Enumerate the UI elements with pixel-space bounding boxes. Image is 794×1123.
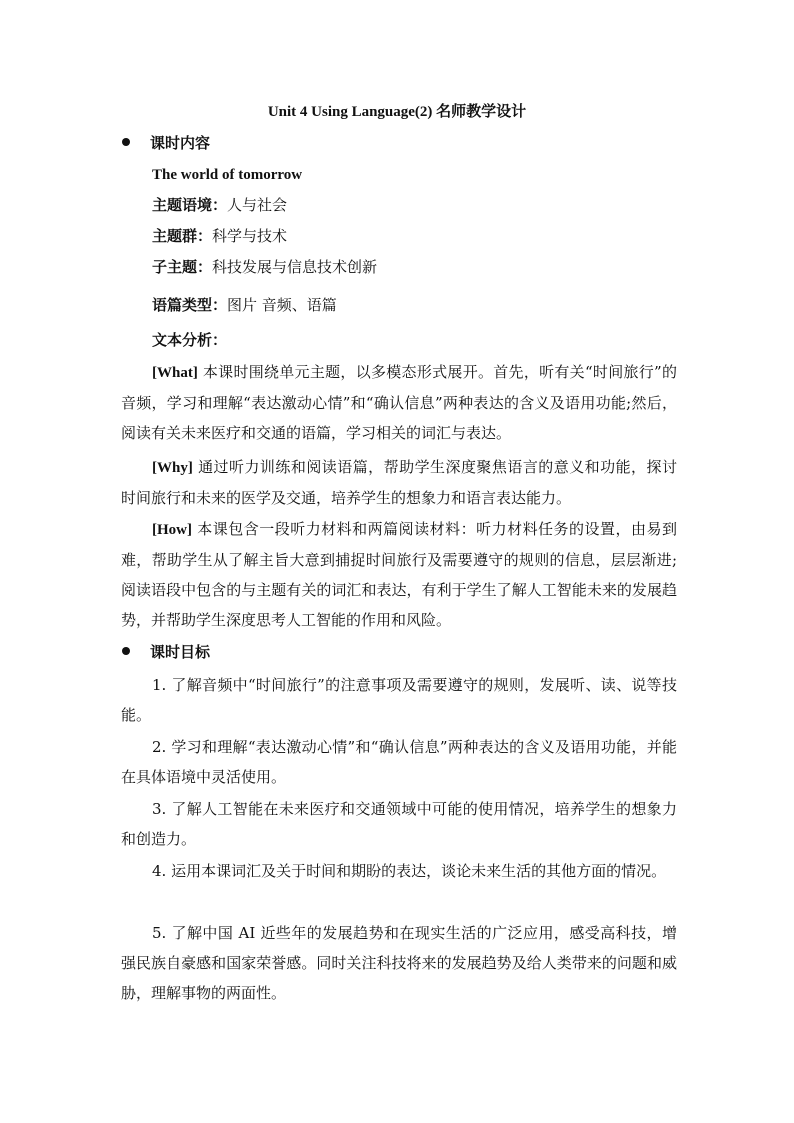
goal-item: 3. 了解人工智能在未来医疗和交通领域中可能的使用情况，培养学生的想象力和创造力。 (121, 800, 677, 848)
why-paragraph (121, 452, 677, 513)
discourse-type-value: 图片 音频、语篇 (227, 296, 337, 314)
theme-group (152, 226, 287, 246)
text-analysis-label: 文本分析： (152, 331, 228, 349)
bullet-icon (122, 647, 130, 655)
goal-item: 4. 运用本课词汇及关于时间和期盼的表达，谈论未来生活的其他方面的情况。 (152, 862, 667, 880)
theme-context-value: 人与社会 (227, 196, 288, 214)
goal-item: 1. 了解音频中“时间旅行”的注意事项及需要遵守的规则，发展听、读、说等技能。 (121, 676, 677, 724)
how-text: 本课包含一段听力材料和两篇阅读材料：听力材料任务的设置，由易到难，帮助学生从了解主旨大意到捕捉时间旅行及需要遵守的规则的信息，层层渐进;阅读语段中包含的与主题有关的词汇和表达，有利于学生了解人工智能未来的发展趋势，并帮助学生深度思考人工智能的作用和风险。 (121, 520, 677, 629)
lesson-subtitle: The world of tomorrow (152, 167, 303, 183)
section-heading-label: 课时内容 (150, 134, 211, 152)
section-heading-goals (122, 642, 210, 662)
why-tag: [Why] (152, 460, 193, 476)
bullet-icon (122, 138, 130, 146)
sub-theme-label: 子主题： (152, 258, 213, 276)
discourse-type-label: 语篇类型： (152, 296, 228, 314)
document-title: Unit 4 Using Language(2) 名师教学设计 (267, 104, 527, 120)
theme-context (152, 195, 287, 215)
theme-context-label: 主题语境： (152, 196, 228, 214)
how-tag: [How] (152, 522, 192, 538)
what-paragraph (121, 357, 677, 448)
goal-item: 2. 学习和理解“表达激动心情”和“确认信息”两种表达的含义及语用功能，并能在具体语境中灵活使用。 (121, 738, 677, 786)
discourse-type (152, 295, 337, 315)
text-analysis-heading (152, 330, 227, 350)
why-text: 通过听力训练和阅读语篇，帮助学生深度聚焦语言的意义和功能，探讨时间旅行和未来的医学及交通，培养学生的想象力和语言表达能力。 (121, 458, 677, 507)
how-paragraph (121, 514, 677, 635)
what-text: 本课时围绕单元主题，以多模态形式展开。首先，听有关“时间旅行”的音频，学习和理解“表达激动心情”和“确认信息”两种表达的含义及语用功能;然后，阅读有关未来医疗和交通的语篇，学习相关的词汇与表达。 (121, 363, 677, 442)
goal-item: 5. 了解中国 AI 近些年的发展趋势和在现实生活的广泛应用，感受高科技，增强民族自豪感和国家荣誉感。同时关注科技将来的发展趋势及给人类带来的问题和威胁，理解事物的两面性。 (121, 924, 677, 1002)
theme-group-label: 主题群： (152, 227, 213, 245)
sub-theme (152, 257, 377, 277)
theme-group-value: 科学与技术 (212, 227, 288, 245)
what-tag: [What] (152, 365, 198, 381)
section-heading-content (122, 133, 210, 153)
section-heading-label: 课时目标 (150, 643, 211, 661)
sub-theme-value: 科技发展与信息技术创新 (212, 258, 378, 276)
